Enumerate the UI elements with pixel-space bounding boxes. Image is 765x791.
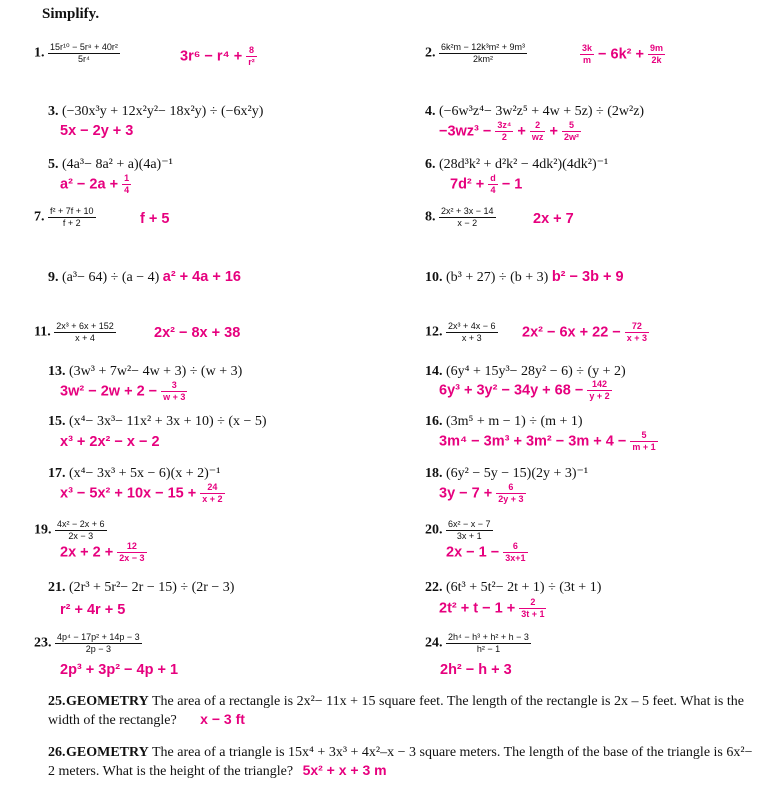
answer-16: 3m⁴ − 3m³ + 3m² − 3m + 4 − $\frac{5}{m + 1}$ (439, 430, 656, 452)
problem-14: 14. (6y⁴ + 15y³− 28y² − 6) ÷ (y + 2) (425, 364, 626, 379)
question-fraction: $\frac{\text{6k²m − 12k³m² + 9m³}}{\text{2km²}}$ (441, 42, 526, 64)
answer-9: a² + 4a + 16 (162, 269, 241, 285)
answer-22: 2t² + t − 1 + $\frac{2}{3t + 1}$ (439, 597, 545, 619)
answer-2: $\frac{3k}{m}$ − 6k² + $\frac{9m}{2k}$ (582, 43, 664, 65)
problem-17: 17. (x⁴− 3x³ + 5x − 6)(x + 2)⁻¹ (48, 466, 221, 481)
answer-6: 7d² + $\frac{d}{4}$ − 1 (450, 173, 523, 195)
problem-20: 20. $\frac{\text{6x² − x − 7}}{3x + 1}$ (425, 519, 491, 541)
answer-15: x³ + 2x² − x − 2 (60, 434, 160, 450)
answer-4: −3wz³ − $\frac{\text{3z⁴}}{2}$ + $\frac{2}{wz}$ + $\frac{5}{\text{2w²}}$ (439, 120, 579, 142)
problem-2 (425, 42, 527, 65)
answer-5: a² − 2a + $\frac{1}{4}$ (60, 173, 130, 195)
problem-25: 25.GEOMETRY The area of a rectangle is 2x²− 11x + 15 square feet. The length of the rectangle is 2x – 5 feet. What is the width of the rectangle? x − 3 ft (48, 694, 744, 728)
problem-26: 26.GEOMETRY The area of a triangle is 15x⁴ + 3x³ + 4x²–x − 3 square meters. The length of the base of the triangle is 6x²− 2 meters. What is the height of the triangle? 5x² + x + 3 m (48, 745, 753, 779)
problem-22: 22. (6t³ + 5t²− 2t + 1) ÷ (3t + 1) (425, 580, 602, 595)
problem-4: 4. (−6w³z⁴− 3w²z⁵ + 4w + 5z) ÷ (2w²z) (425, 104, 645, 119)
answer-25: x − 3 ft (200, 711, 245, 727)
problem-21: 21. (2r³ + 5r²− 2r − 15) ÷ (2r − 3) (48, 580, 235, 595)
answer-23: 2p³ + 3p² − 4p + 1 (60, 662, 179, 678)
answer-3: 5x − 2y + 3 (60, 123, 134, 139)
word-problem-label: GEOMETRY (66, 745, 149, 760)
problem-18: 18. (6y² − 5y − 15)(2y + 3)⁻¹ (425, 466, 589, 481)
problem-9: 9. (a³− 64) ÷ (a − 4) a² + 4a + 16 (48, 269, 241, 285)
answer-19: 2x + 2 + $\frac{12}{2x - 3}$ (60, 541, 145, 563)
answer-24: 2h² − h + 3 (440, 662, 512, 678)
answer-1: 3r⁶ − r⁴ + $\frac{8}{\text{r²}}$ (180, 45, 255, 67)
problem-7: 7. $\frac{\text{f² + 7f + 10}}{f + 2}$ (34, 206, 94, 228)
answer-21: r² + 4r + 5 (60, 602, 126, 618)
answer-26: 5x² + x + 3 m (302, 762, 387, 778)
problem-12: 12. $\frac{\text{2x³ + 4x − 6}}{x + 3}$ (425, 321, 496, 343)
answer-17: x³ − 5x² + 10x − 15 + $\frac{24}{x + 2}$ (60, 482, 223, 504)
problem-8: 8. $\frac{\text{2x² + 3x − 14}}{x - 2}$ (425, 206, 494, 228)
problem-16: 16. (3m⁵ + m − 1) ÷ (m + 1) (425, 414, 583, 429)
word-problem-label: GEOMETRY (66, 694, 149, 709)
page-title: Simplify. (42, 6, 100, 22)
answer-8: 2x + 7 (533, 211, 574, 227)
problem-24: 24. $\frac{\text{2h⁴ − h³ + h² + h − 3}}{\text{h² − 1}}$ (425, 632, 529, 654)
answer-fraction: $\frac{8}{\text{r²}}$ (248, 45, 255, 67)
problem-1 (34, 42, 120, 65)
problem-11: 11. $\frac{\text{2x³ + 6x + 152}}{x + 4}$ (34, 321, 114, 343)
answer-14: 6y³ + 3y² − 34y + 68 − $\frac{142}{y + 2}$ (439, 379, 610, 401)
problem-number: 2. (425, 45, 436, 61)
answer-12: 2x² − 6x + 22 − $\frac{72}{x + 3}$ (522, 321, 648, 343)
answer-13: 3w² − 2w + 2 − $\frac{3}{w + 3}$ (60, 380, 186, 402)
question-fraction: $\frac{\text{15r¹⁰ − 5r⁸ + 40r²}}{\text{5r⁴}}$ (50, 42, 118, 64)
problem-23: 23. $\frac{\text{4p⁴ − 17p² + 14p − 3}}{2p - 3}$ (34, 632, 140, 654)
answer-11: 2x² − 8x + 38 (154, 325, 241, 341)
problem-19: 19. $\frac{\text{4x² − 2x + 6}}{2x - 3}$ (34, 519, 105, 541)
problem-10: 10. (b³ + 27) ÷ (b + 3) b² − 3b + 9 (425, 269, 624, 285)
answer-18: 3y − 7 + $\frac{6}{2y + 3}$ (439, 482, 524, 504)
answer-fraction: $\frac{9m}{2k}$ (650, 43, 664, 65)
answer-10: b² − 3b + 9 (551, 269, 624, 285)
problem-15: 15. (x⁴− 3x³− 11x² + 3x + 10) ÷ (x − 5) (48, 414, 267, 429)
problem-13: 13. (3w³ + 7w²− 4w + 3) ÷ (w + 3) (48, 364, 243, 379)
answer-7: f + 5 (140, 211, 170, 227)
problem-6: 6. (28d³k² + d²k² − 4dk²)(4dk²)⁻¹ (425, 157, 609, 172)
problem-5: 5. (4a³− 8a² + a)(4a)⁻¹ (48, 157, 173, 172)
answer-20: 2x − 1 − $\frac{6}{3x+1}$ (446, 541, 526, 563)
problem-3: 3. (−30x³y + 12x²y²− 18x²y) ÷ (−6x²y) (48, 104, 264, 119)
answer-fraction: $\frac{3k}{m}$ (582, 43, 593, 65)
problem-number: 1. (34, 45, 45, 61)
